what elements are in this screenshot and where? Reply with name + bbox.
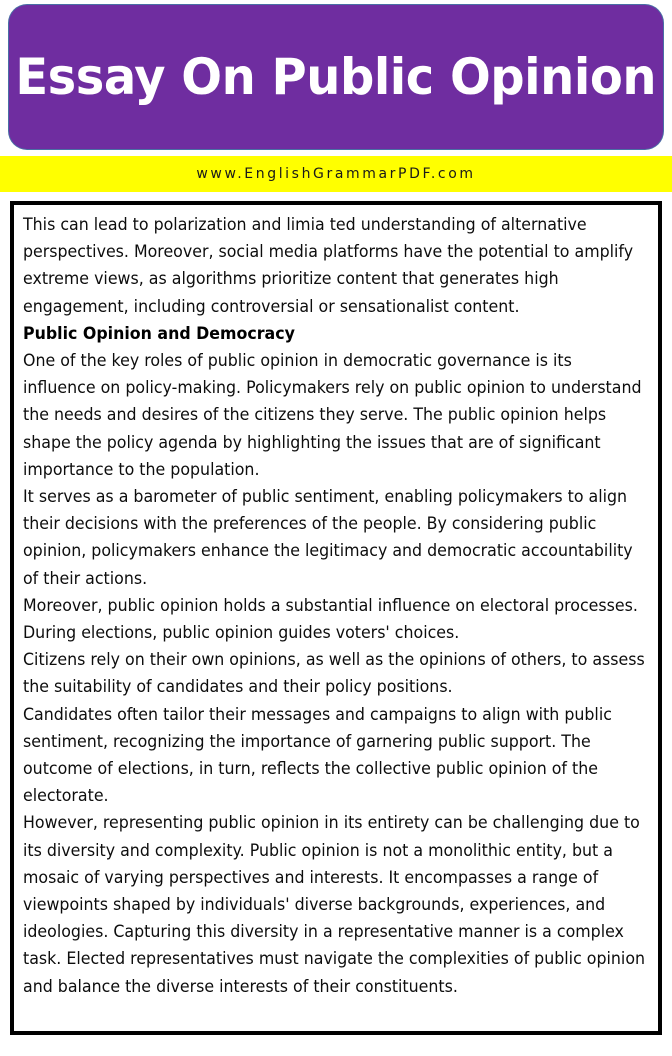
body-paragraph: It serves as a barometer of public sentiment, enabling policymakers to align their decisions with the preferences of the people. By considering public opinion, policymakers enhance the legitimacy and democratic accountability of their actions. [23, 487, 633, 588]
essay-content-box [10, 201, 662, 1035]
body-paragraph: However, representing public opinion in its entirety can be challenging due to its diversity and complexity. Public opinion is not a monolithic entity, but a mosaic of varying perspectives and interests. It encompasses a range of viewpoints shaped by individuals' diverse backgrounds, experiences, and ideologies. Capturing this diversity in a representative manner is a complex task. Elected representatives must navigate the complexities of public opinion and balance the diverse interests of their constituents. [23, 813, 646, 996]
website-url-strip [0, 156, 672, 192]
section-heading: Public Opinion and Democracy [23, 323, 295, 343]
title-banner [9, 5, 663, 149]
body-paragraph: Moreover, public opinion holds a substantial influence on electoral processes. During elections, public opinion guides voters' choices. [23, 595, 638, 643]
page-title: Essay On Public Opinion [15, 48, 657, 106]
body-paragraph: This can lead to polarization and limia ted understanding of alternative perspectives. Moreover, social media platforms have the potential to amplify extreme views, as algorithms prioritize content that generates high engagement, including controversial or sensationalist content. [23, 215, 634, 316]
website-url: www.EnglishGrammarPDF.com [196, 166, 476, 182]
body-paragraph: Candidates often tailor their messages and campaigns to align with public sentiment, recognizing the importance of garnering public support. The outcome of elections, in turn, reflects the collective public opinion of the electorate. [23, 704, 612, 806]
body-paragraph: Citizens rely on their own opinions, as well as the opinions of others, to assess the suitability of candidates and their policy positions. [23, 650, 645, 697]
essay-body [23, 211, 648, 1000]
body-paragraph: One of the key roles of public opinion in democratic governance is its influence on policy-making. Policymakers rely on public opinion to understand the needs and desires of the citizens they serve. The public opinion helps shape the policy agenda by highlighting the issues that are of significant importance to the population. [23, 351, 642, 479]
